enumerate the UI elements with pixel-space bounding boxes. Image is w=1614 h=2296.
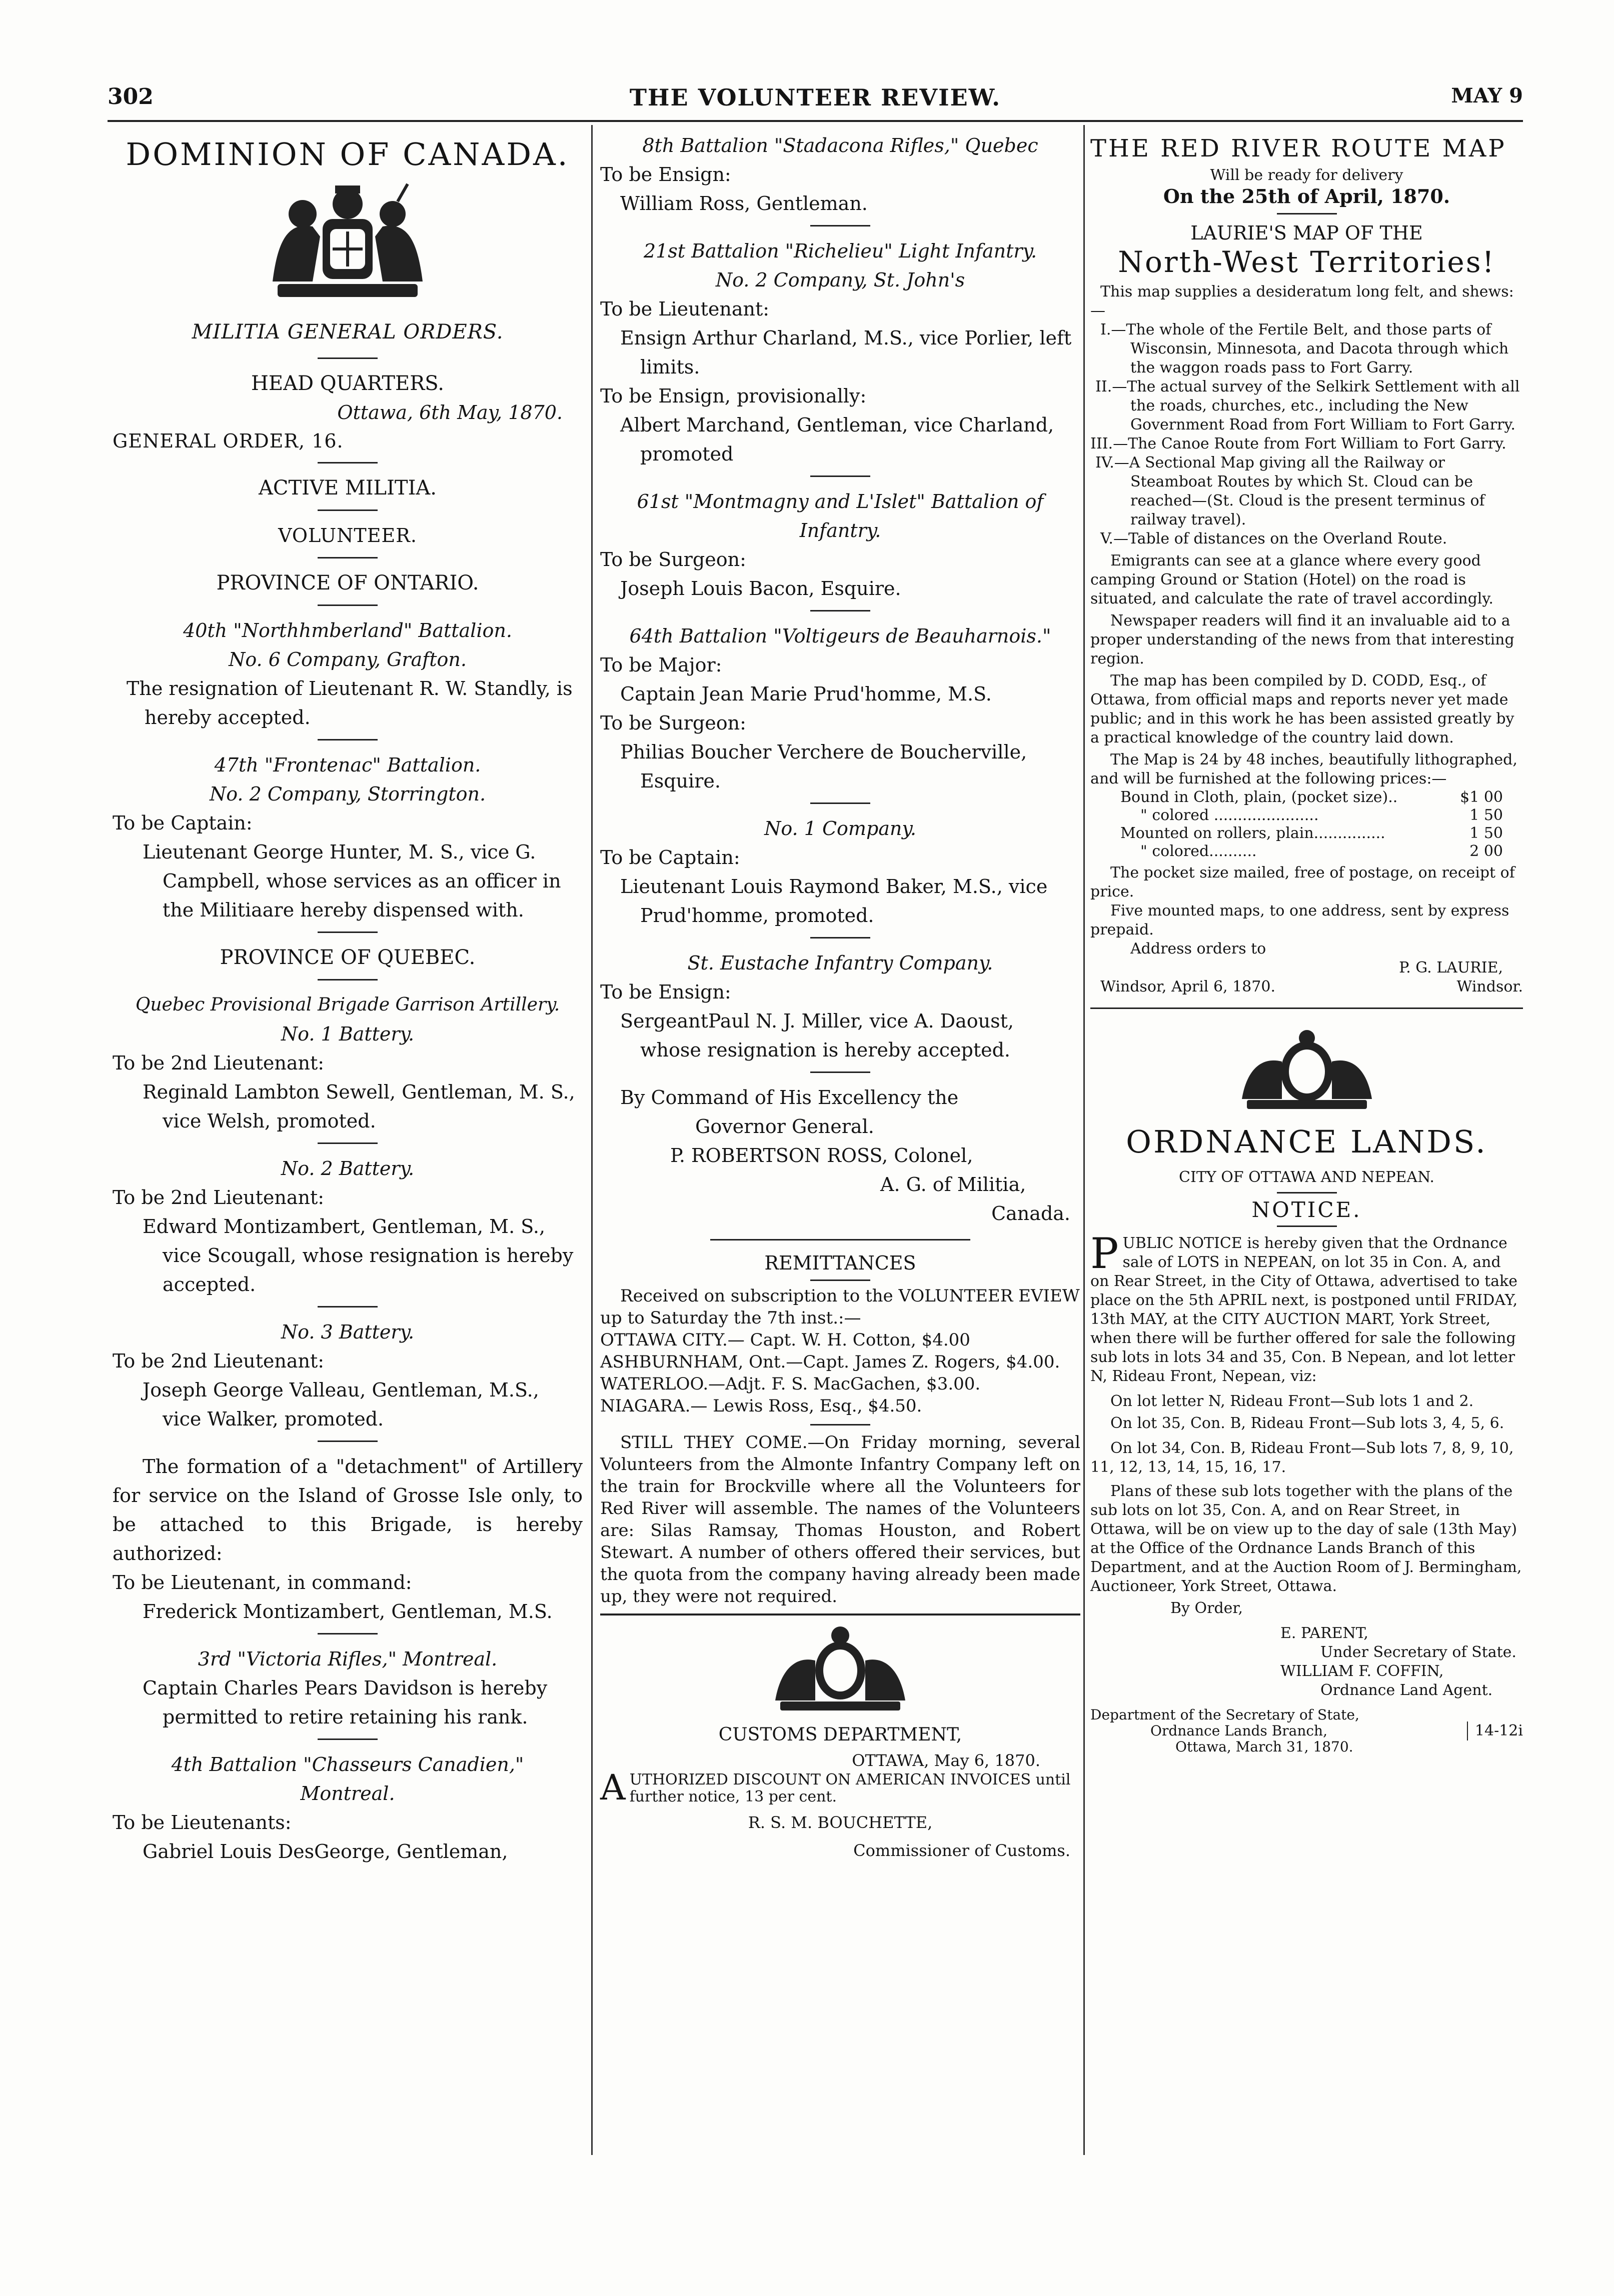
divider [810, 1072, 870, 1073]
divider [318, 462, 378, 464]
battalion-47-tobe: To be Captain: [113, 812, 253, 834]
price-list [1090, 788, 1523, 860]
windsor-date: Windsor, April 6, 1870. [1100, 978, 1275, 996]
battalion-64-tobe-1: To be Major: [600, 654, 722, 676]
detachment-tobe: To be Lieutenant, in command: [113, 1572, 412, 1594]
battalion-21-text-1: Ensign Arthur Charland, M.S., vice Porlier, left limits. [620, 327, 1072, 378]
battalion-64-text-1: Captain Jean Marie Prud'homme, M.S. [620, 683, 992, 705]
ordnance-lands-heading: ORDNANCE LANDS. [1126, 1124, 1487, 1160]
price-label: " colored ...................... [1140, 806, 1319, 824]
pocket-text: The pocket size mailed, free of postage, on receipt of price. [1090, 864, 1515, 900]
royal-coat-of-arms-icon [258, 182, 438, 306]
battalion-21-tobe-1: To be Lieutenant: [600, 298, 770, 320]
laurie-map-title: LAURIE'S MAP OF THE [1190, 222, 1423, 244]
emigrants-text: Emigrants can see at a glance where every good camping Ground or Station (Hotel) on the road is situated, and calculate the rate of travel accordingly. [1090, 552, 1493, 608]
divider [810, 937, 870, 938]
page-header [108, 84, 1523, 119]
customs-crest-icon [745, 1626, 935, 1716]
st-eustache: St. Eustache Infantry Company. [687, 952, 993, 974]
divider [1277, 213, 1337, 214]
under-secretary: Under Secretary of State. [1320, 1644, 1516, 1661]
hq-date: Ottawa, 6th May, 1870. [337, 402, 563, 424]
battalion-64-text-2: Philias Boucher Verchere de Boucherville, Esquire. [620, 741, 1027, 792]
battery-2-text: Edward Montizambert, Gentleman, M. S., vice Scougall, whose resignation is hereby accepted. [143, 1216, 574, 1296]
commissioner-title: Commissioner of Customs. [853, 1841, 1070, 1860]
divider [318, 604, 378, 606]
price-row [1120, 806, 1503, 824]
price-value: 2 00 [1469, 842, 1503, 860]
dept-line-2: Ordnance Lands Branch, [1150, 1722, 1327, 1739]
lot-34: On lot 34, Con. B, Rideau Front—Sub lots 7, 8, 9, 10, 11, 12, 13, 14, 15, 16, 17. [1090, 1440, 1514, 1476]
column-divider-1 [591, 125, 593, 2155]
divider [1277, 1226, 1337, 1227]
header-rule [108, 120, 1523, 122]
battalion-8-text: William Ross, Gentleman. [620, 192, 868, 214]
divider [318, 1142, 378, 1144]
remittance-niagara: NIAGARA.— Lewis Ross, Esq., $4.50. [600, 1396, 922, 1416]
dept-line-1: Department of the Secretary of State, [1090, 1706, 1359, 1723]
discount-drop-cap: A [600, 1767, 626, 1808]
column-militia-orders [113, 131, 583, 1866]
battalion-8: 8th Battalion "Stadacona Rifles," Quebec [642, 134, 1038, 156]
price-row [1120, 842, 1503, 860]
address-orders: Address orders to [1130, 940, 1266, 958]
battery-1-tobe: To be 2nd Lieutenant: [113, 1052, 325, 1074]
price-value: 1 50 [1469, 824, 1503, 842]
battalion-21: 21st Battalion "Richelieu" Light Infantry. [643, 240, 1037, 262]
map-item-2: II.—The actual survey of the Selkirk Settlement with all the roads, churches, etc., including the New Government Road from Fort William to Fort Garry. [1095, 378, 1520, 434]
price-label: Mounted on rollers, plain............... [1120, 824, 1385, 842]
battery-3-text: Joseph George Valleau, Gentleman, M.S., vice Walker, promoted. [143, 1379, 539, 1430]
battalion-21-text-2: Albert Marchand, Gentleman, vice Charland, promoted [620, 414, 1054, 465]
battalion-40-company: No. 6 Company, Grafton. [229, 648, 467, 670]
battalion-47: 47th "Frontenac" Battalion. [214, 754, 481, 776]
detachment-name: Frederick Montizambert, Gentleman, M.S. [143, 1600, 553, 1622]
customs-department: CUSTOMS DEPARTMENT, [718, 1724, 962, 1745]
battalion-64: 64th Battalion "Voltigeurs de Beauharnois." [629, 625, 1051, 647]
ordnance-rule [1090, 1008, 1523, 1009]
battalion-40: 40th "Northhmberland" Battalion. [183, 620, 512, 642]
remittance-ottawa: OTTAWA CITY.— Capt. W. H. Cotton, $4.00 [600, 1330, 970, 1350]
battalion-8-tobe: To be Ensign: [600, 164, 731, 186]
map-item-3: III.—The Canoe Route from Fort William to Fort Garry. [1090, 435, 1506, 452]
notice-heading: NOTICE. [1251, 1198, 1362, 1222]
public-notice [1090, 1229, 1523, 1386]
map-intro: This map supplies a desideratum long felt, and shews:— [1090, 283, 1514, 320]
windsor-place: Windsor. [1456, 978, 1523, 996]
divider [318, 358, 378, 359]
battalion-47-text: Lieutenant George Hunter, M. S., vice G. Campbell, whose services as an officer in the Militiaare hereby dispensed with. [143, 841, 561, 921]
province-ontario: PROVINCE OF ONTARIO. [216, 572, 479, 594]
remittances-title: REMITTANCES [764, 1252, 916, 1274]
discount-text: UTHORIZED DISCOUNT ON AMERICAN INVOICES until further notice, 13 per cent. [629, 1771, 1071, 1806]
by-order: By Order, [1170, 1600, 1243, 1617]
divider [810, 1424, 870, 1426]
divider [318, 1633, 378, 1634]
ad-code: 14-12i [1467, 1722, 1523, 1740]
battery-3-tobe: To be 2nd Lieutenant: [113, 1350, 325, 1372]
victoria-rifles-text: Captain Charles Pears Davidson is hereby permitted to retire retaining his rank. [143, 1677, 548, 1728]
divider [810, 610, 870, 612]
command-line-2: Governor General. [695, 1116, 874, 1138]
map-item-1: I.—The whole of the Fertile Belt, and those parts of Wisconsin, Minnesota, and Dacota through which the waggon roads pass to Fort Garry. [1100, 321, 1509, 376]
windsor-line [1090, 978, 1523, 996]
column-divider-2 [1083, 125, 1085, 2155]
robertson-ross: P. ROBERTSON ROSS, Colonel, [670, 1144, 973, 1166]
divider [318, 1738, 378, 1740]
st-eustache-tobe: To be Ensign: [600, 981, 731, 1003]
battalion-40-text: The resignation of Lieutenant R. W. Standly, is hereby accepted. [127, 678, 573, 728]
red-river-ready: Will be ready for delivery [1210, 166, 1403, 184]
militia-orders-title: MILITIA GENERAL ORDERS. [192, 320, 504, 344]
divider [318, 979, 378, 980]
battalion-4-text: Gabriel Louis DesGeorge, Gentleman, [143, 1840, 508, 1862]
plans-text: Plans of these sub lots together with the plans of the sub lots on lot 35, Con. A, and on Rear Street, in Ottawa, will be on view up to the day of sale (13th May) at the Office of the Ordnance Lands Branch of this Department, and at the Auction Room of J. Bermingham, Auctioneer, York Street, Ottawa. [1090, 1482, 1522, 1595]
dominion-heading: DOMINION OF CANADA. [126, 136, 570, 172]
compiled-text: The map has been compiled by D. CODD, Esq., of Ottawa, from official maps and reports never yet made public; and in this work he has been assisted greatly by a practical knowledge of the country laid down. [1090, 672, 1514, 746]
page-number: 302 [108, 84, 154, 110]
battalion-64-tobe-3: To be Captain: [600, 846, 740, 868]
five-maps-text: Five mounted maps, to one address, sent by express prepaid. [1090, 902, 1509, 938]
divider [318, 1306, 378, 1308]
divider [318, 932, 378, 933]
divider [318, 1440, 378, 1442]
lot-n: On lot letter N, Rideau Front—Sub lots 1 and 2. [1110, 1392, 1474, 1410]
red-river-heading: THE RED RIVER ROUTE MAP [1090, 134, 1506, 162]
canada-signature: Canada. [991, 1202, 1070, 1224]
price-value: $1 00 [1460, 788, 1503, 806]
remittance-waterloo: WATERLOO.—Adjt. F. S. MacGachen, $3.00. [600, 1374, 981, 1394]
price-row [1120, 824, 1503, 842]
remittance-ashburnham: ASHBURNHAM, Ont.—Capt. James Z. Rogers, $4.00. [600, 1352, 1060, 1372]
battery-2-tobe: To be 2nd Lieutenant: [113, 1186, 325, 1208]
divider [318, 557, 378, 558]
battery-1: No. 1 Battery. [281, 1023, 415, 1045]
battalion-61: 61st "Montmagny and L'Islet" Battalion of Infantry. [637, 490, 1044, 542]
department-footer [1090, 1707, 1523, 1755]
column-advertisements [1090, 131, 1523, 1755]
adjutant-general: A. G. of Militia, [880, 1174, 1026, 1196]
battalion-47-company: No. 2 Company, Storrington. [209, 783, 486, 805]
customs-date: OTTAWA, May 6, 1870. [852, 1751, 1040, 1770]
battalion-4-tobe: To be Lieutenants: [113, 1812, 292, 1834]
public-notice-text: UBLIC NOTICE is hereby given that the Ordnance sale of LOTS in NEPEAN, on lot 35 in Con. A, and on Rear Street, in the City of Ottawa, advertised to take place on the 5th APRIL next, is postponed until FRIDAY, 13th MAY, at the CITY AUCTION MART, York Street, when there will be further offered for sale the following sub lots in lots 34 and 35, Con. B Nepean, and lot letter N, Rideau Front, Nepean, viz: [1090, 1234, 1518, 1385]
ordnance-crest-icon [1207, 1029, 1407, 1114]
north-west-territories: North-West Territories! [1118, 245, 1495, 279]
command-line-1: By Command of His Excellency the [620, 1086, 959, 1108]
divider [318, 739, 378, 740]
battalion-4: 4th Battalion "Chasseurs Canadien," Montreal. [171, 1754, 524, 1804]
divider [810, 802, 870, 804]
ordnance-agent: Ordnance Land Agent. [1320, 1682, 1493, 1699]
newspaper-title: THE VOLUNTEER REVIEW. [629, 84, 1001, 111]
newspaper-text: Newspaper readers will find it an invaluable aid to a proper understanding of the news from that interesting region. [1090, 612, 1514, 668]
head-quarters: HEAD QUARTERS. [251, 372, 444, 395]
volunteer-heading: VOLUNTEER. [278, 524, 417, 546]
battery-3: No. 3 Battery. [281, 1321, 415, 1343]
map-item-4: IV.—A Sectional Map giving all the Railway or Steamboat Routes by which St. Cloud can be reached—(St. Cloud is the present terminus of railway travel). [1095, 454, 1485, 528]
detachment-text: The formation of a "detachment" of Artillery for service on the Island of Grosse Isle only, to be attached to this Brigade, is hereby authorized: [113, 1456, 583, 1564]
battalion-21-company: No. 2 Company, St. John's [715, 269, 965, 291]
discount-notice [600, 1767, 1080, 1808]
battalion-64-text-3: Lieutenant Louis Raymond Baker, M.S., vice Prud'homme, promoted. [620, 876, 1048, 926]
battalion-61-tobe: To be Surgeon: [600, 548, 746, 570]
dept-line-3: Ottawa, March 31, 1870. [1175, 1738, 1353, 1755]
lot-35: On lot 35, Con. B, Rideau Front—Sub lots 3, 4, 5, 6. [1110, 1414, 1504, 1432]
battalion-61-text: Joseph Louis Bacon, Esquire. [620, 578, 901, 600]
price-row [1120, 788, 1503, 806]
still-they-come: STILL THEY COME.—On Friday morning, several Volunteers from the Almonte Infantry Company left on the train for Brockville where all the Volunteers for Red River will assemble. The names of the Volunteers are: Silas Ramsay, Thomas Houston, and Robert Stewart. A number of others offered their services, but the quota from the company having already been made up, they were not required. [600, 1432, 1080, 1606]
customs-rule [600, 1614, 1080, 1616]
bouchette-name: R. S. M. BOUCHETTE, [748, 1813, 933, 1832]
column-orders-continued [600, 131, 1080, 1862]
st-eustache-text: SergeantPaul N. J. Miller, vice A. Daoust, whose resignation is hereby accepted. [620, 1010, 1014, 1061]
issue-date: MAY 9 [1451, 84, 1523, 108]
red-river-date: On the 25th of April, 1870. [1163, 185, 1450, 208]
active-militia: ACTIVE MILITIA. [259, 476, 437, 500]
coffin-name: WILLIAM F. COFFIN, [1280, 1662, 1444, 1680]
parent-name: E. PARENT, [1280, 1624, 1368, 1642]
laurie-signature: P. G. LAURIE, [1399, 959, 1503, 976]
notice-drop-cap: P [1090, 1229, 1119, 1278]
victoria-rifles: 3rd "Victoria Rifles," Montreal. [198, 1648, 498, 1670]
battalion-21-tobe-2: To be Ensign, provisionally: [600, 385, 867, 407]
city-ottawa-nepean: CITY OF OTTAWA AND NEPEAN. [1179, 1168, 1434, 1186]
quebec-brigade: Quebec Provisional Brigade Garrison Artillery. [135, 994, 560, 1015]
divider [1277, 1192, 1337, 1194]
divider [810, 225, 870, 226]
battery-1-text: Reginald Lambton Sewell, Gentleman, M. S., vice Welsh, promoted. [143, 1081, 575, 1132]
price-label: " colored.......... [1140, 842, 1257, 860]
general-order: GENERAL ORDER, 16. [113, 430, 344, 452]
battalion-64-tobe-2: To be Surgeon: [600, 712, 746, 734]
map-size-text: The Map is 24 by 48 inches, beautifully lithographed, and will be furnished at the following prices:— [1090, 751, 1517, 788]
divider [318, 510, 378, 511]
divider [810, 476, 870, 477]
province-quebec: PROVINCE OF QUEBEC. [220, 946, 476, 969]
price-value: 1 50 [1469, 806, 1503, 824]
battalion-64-company: No. 1 Company. [764, 818, 916, 840]
remittances-intro: Received on subscription to the VOLUNTEER EVIEW up to Saturday the 7th inst.:— [600, 1286, 1080, 1328]
battery-2: No. 2 Battery. [281, 1158, 415, 1180]
map-item-5: V.—Table of distances on the Overland Route. [1100, 530, 1447, 548]
remittances-rule [710, 1239, 970, 1240]
divider [810, 1280, 870, 1281]
price-label: Bound in Cloth, plain, (pocket size).. [1120, 788, 1398, 806]
